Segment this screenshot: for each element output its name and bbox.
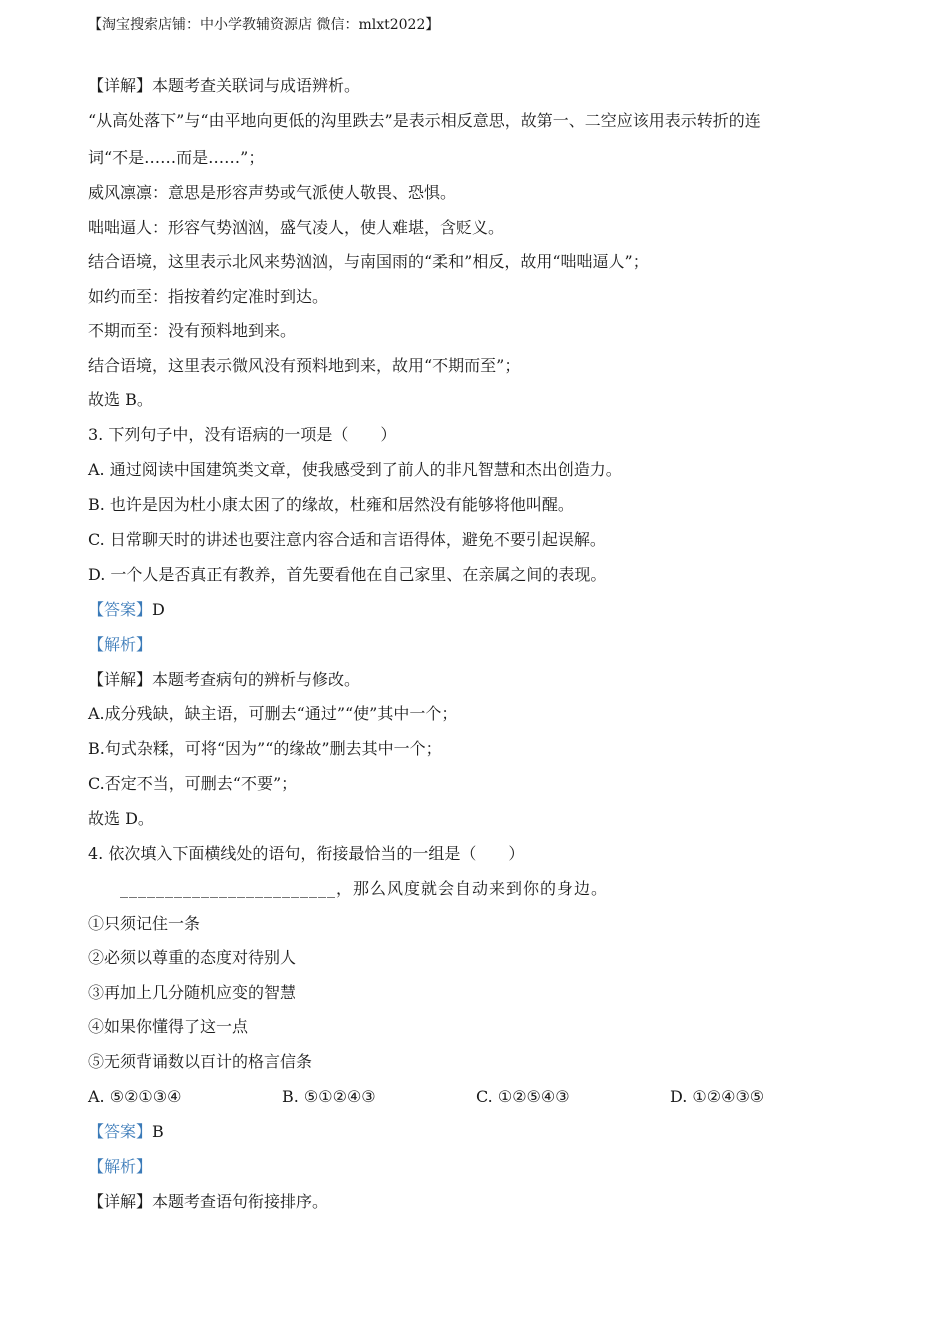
q3-option-d: D. 一个人是否真正有教养，首先要看他在自己家里、在亲属之间的表现。 [88, 565, 607, 584]
answer-value: B [152, 1122, 164, 1141]
q4-sentence-2: ②必须以尊重的态度对待别人 [88, 948, 297, 967]
idiom-buqi: 不期而至：没有预料地到来。 [88, 321, 297, 340]
q3-analysis-label: 【解析】 [88, 635, 153, 654]
q3-explain-a: A.成分残缺，缺主语，可删去“通过”“使”其中一个； [88, 704, 458, 723]
q4-stem: 4. 依次填入下面横线处的语句，衔接最恰当的一组是（ ） [88, 844, 525, 863]
idiom-weifeng: 威风凛凛：意思是形容声势或气派使人敬畏、恐惧。 [88, 183, 457, 202]
q4-sentence-5: ⑤无须背诵数以百计的格言信条 [88, 1052, 313, 1071]
q4-options-row [0, 1086, 950, 1108]
q2-detail-paragraph-line1: “从高处落下”与“由平地向更低的沟里跌去”是表示相反意思，故第一、二空应该用表示转折的连 [88, 111, 761, 130]
q4-option-c: C. ①②⑤④③ [476, 1087, 570, 1106]
idiom-duoduo: 咄咄逼人：形容气势汹汹，盛气凌人，使人难堪，含贬义。 [88, 218, 505, 237]
q4-sentence-3: ③再加上几分随机应变的智慧 [88, 983, 297, 1002]
q3-option-b: B. 也许是因为杜小康太困了的缘故，杜雍和居然没有能够将他叫醒。 [88, 495, 574, 514]
q3-answer [88, 599, 165, 621]
q4-detail-intro: 【详解】本题考查语句衔接排序。 [88, 1192, 329, 1211]
q3-choose: 故选 D。 [88, 809, 154, 828]
q4-blank-sentence: ________________________，那么风度就会自动来到你的身边。 [120, 879, 609, 898]
answer-label: 【答案】 [88, 1122, 153, 1141]
q2-detail-paragraph-line2: 词“不是……而是……”； [88, 148, 265, 167]
idiom-ruyue: 如约而至：指按着约定准时到达。 [88, 287, 329, 306]
page-header-watermark: 【淘宝搜索店铺：中小学教辅资源店 微信：mlxt2022】 [88, 17, 440, 33]
q4-sentence-1: ①只须记住一条 [88, 914, 201, 933]
q4-sentence-4: ④如果你懂得了这一点 [88, 1017, 249, 1036]
q3-detail-intro: 【详解】本题考查病句的辨析与修改。 [88, 670, 361, 689]
q3-option-c: C. 日常聊天时的讲述也要注意内容合适和言语得体，避免不要引起误解。 [88, 530, 606, 549]
q3-explain-b: B.句式杂糅，可将“因为”“的缘故”删去其中一个； [88, 739, 442, 758]
context-note-2: 结合语境，这里表示微风没有预料地到来，故用“不期而至”； [88, 356, 521, 375]
q4-analysis-label: 【解析】 [88, 1157, 153, 1176]
q4-answer [88, 1121, 164, 1143]
context-note-1: 结合语境，这里表示北风来势汹汹，与南国雨的“柔和”相反，故用“咄咄逼人”； [88, 252, 649, 271]
q2-detail-intro: 【详解】本题考查关联词与成语辨析。 [88, 76, 361, 95]
q4-option-b: B. ⑤①②④③ [282, 1087, 376, 1106]
q3-stem: 3. 下列句子中，没有语病的一项是（ ） [88, 425, 397, 444]
q4-option-a: A. ⑤②①③④ [88, 1087, 182, 1106]
q3-option-a: A. 通过阅读中国建筑类文章，使我感受到了前人的非凡智慧和杰出创造力。 [88, 460, 622, 479]
q4-option-d: D. ①②④③⑤ [670, 1087, 765, 1106]
answer-value: D [152, 600, 165, 619]
answer-label: 【答案】 [88, 600, 153, 619]
q2-choose: 故选 B。 [88, 390, 153, 409]
q3-explain-c: C.否定不当，可删去“不要”； [88, 774, 298, 793]
